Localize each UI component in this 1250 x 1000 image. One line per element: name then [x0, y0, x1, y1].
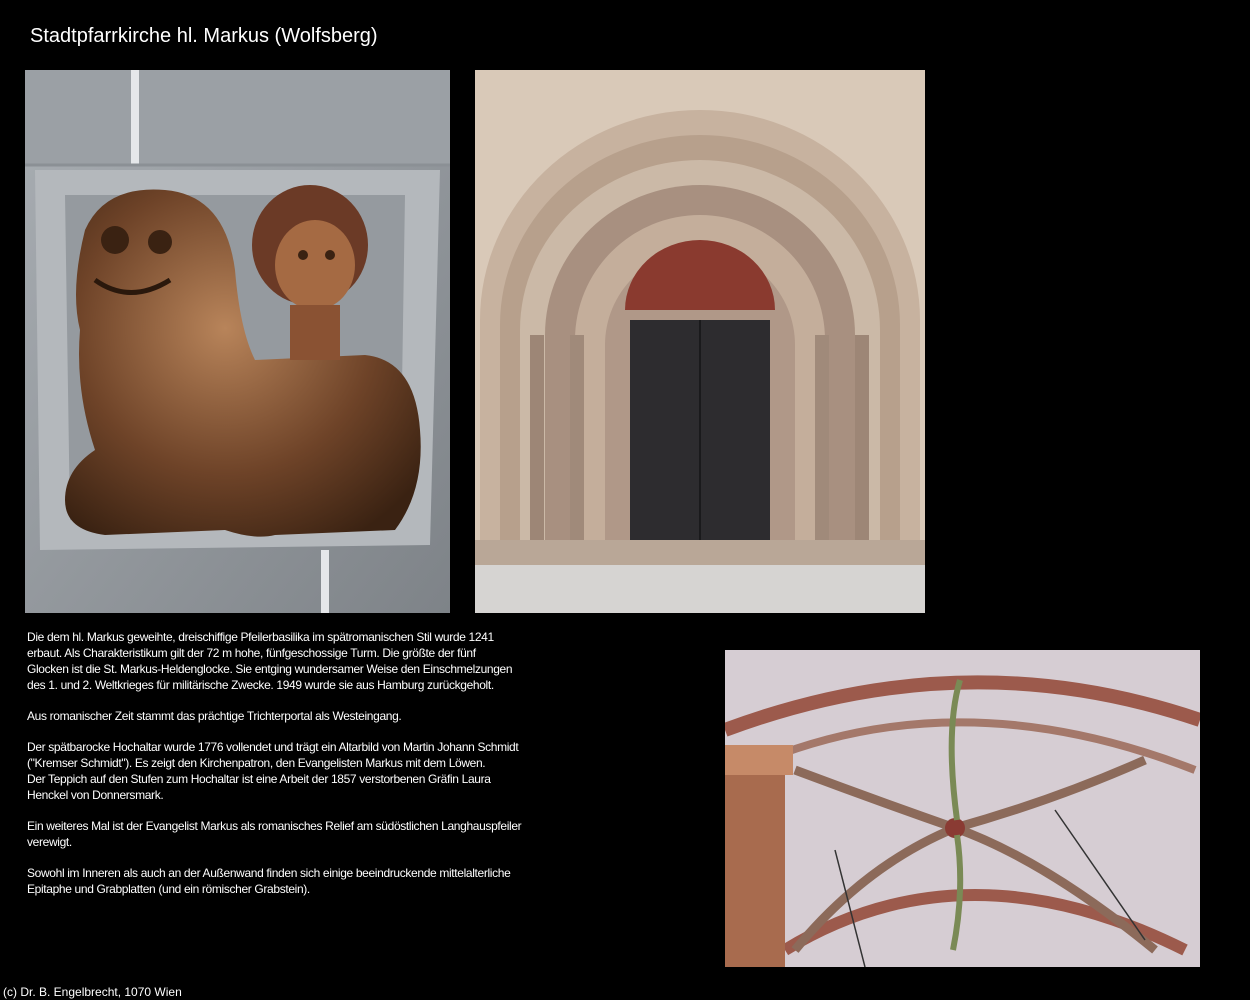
description-paragraph	[27, 865, 567, 897]
description-line: Glocken ist die St. Markus-Heldenglocke. Sie entging wundersamer Weise den Einschmelzungen	[27, 662, 513, 676]
description-paragraph	[27, 818, 567, 850]
description-line: Sowohl im Inneren als auch an der Außenwand finden sich einige beeindruckende mittelalterliche	[27, 866, 511, 880]
description-paragraph	[27, 708, 567, 724]
lion-relief-image[interactable]	[25, 70, 450, 613]
description-paragraph	[27, 739, 567, 803]
description-line: erbaut. Als Charakteristikum gilt der 72 m hohe, fünfgeschossige Turm. Die größte der fünf	[27, 646, 476, 660]
description-line: Aus romanischer Zeit stammt das prächtige Trichterportal als Westeingang.	[27, 709, 402, 723]
description-paragraph	[27, 629, 567, 693]
description-line: Die dem hl. Markus geweihte, dreischiffige Pfeilerbasilika im spätromanischen Stil wurde 1241	[27, 630, 494, 644]
description-line: Der spätbarocke Hochaltar wurde 1776 vollendet und trägt ein Altarbild von Martin Johann Schmidt	[27, 740, 519, 754]
description-line: Ein weiteres Mal ist der Evangelist Markus als romanisches Relief am südöstlichen Langhauspfeiler	[27, 819, 522, 833]
copyright-notice: (c) Dr. B. Engelbrecht, 1070 Wien	[3, 985, 182, 999]
ceiling-vault-image[interactable]	[725, 650, 1200, 967]
description-line: des 1. und 2. Weltkrieges für militärische Zwecke. 1949 wurde sie aus Hamburg zurückgeholt.	[27, 678, 494, 692]
description-line: verewigt.	[27, 835, 72, 849]
description-line: ("Kremser Schmidt"). Es zeigt den Kirchenpatron, den Evangelisten Markus mit dem Löwen.	[27, 756, 486, 770]
description-line: Der Teppich auf den Stufen zum Hochaltar ist eine Arbeit der 1857 verstorbenen Gräfin Laura	[27, 772, 491, 786]
page-title: Stadtpfarrkirche hl. Markus (Wolfsberg)	[30, 25, 378, 47]
church-portal-image[interactable]	[475, 70, 925, 613]
description-line: Epitaphe und Grabplatten (und ein römischer Grabstein).	[27, 882, 310, 896]
description-line: Henckel von Donnersmark.	[27, 788, 164, 802]
church-description	[27, 629, 567, 912]
